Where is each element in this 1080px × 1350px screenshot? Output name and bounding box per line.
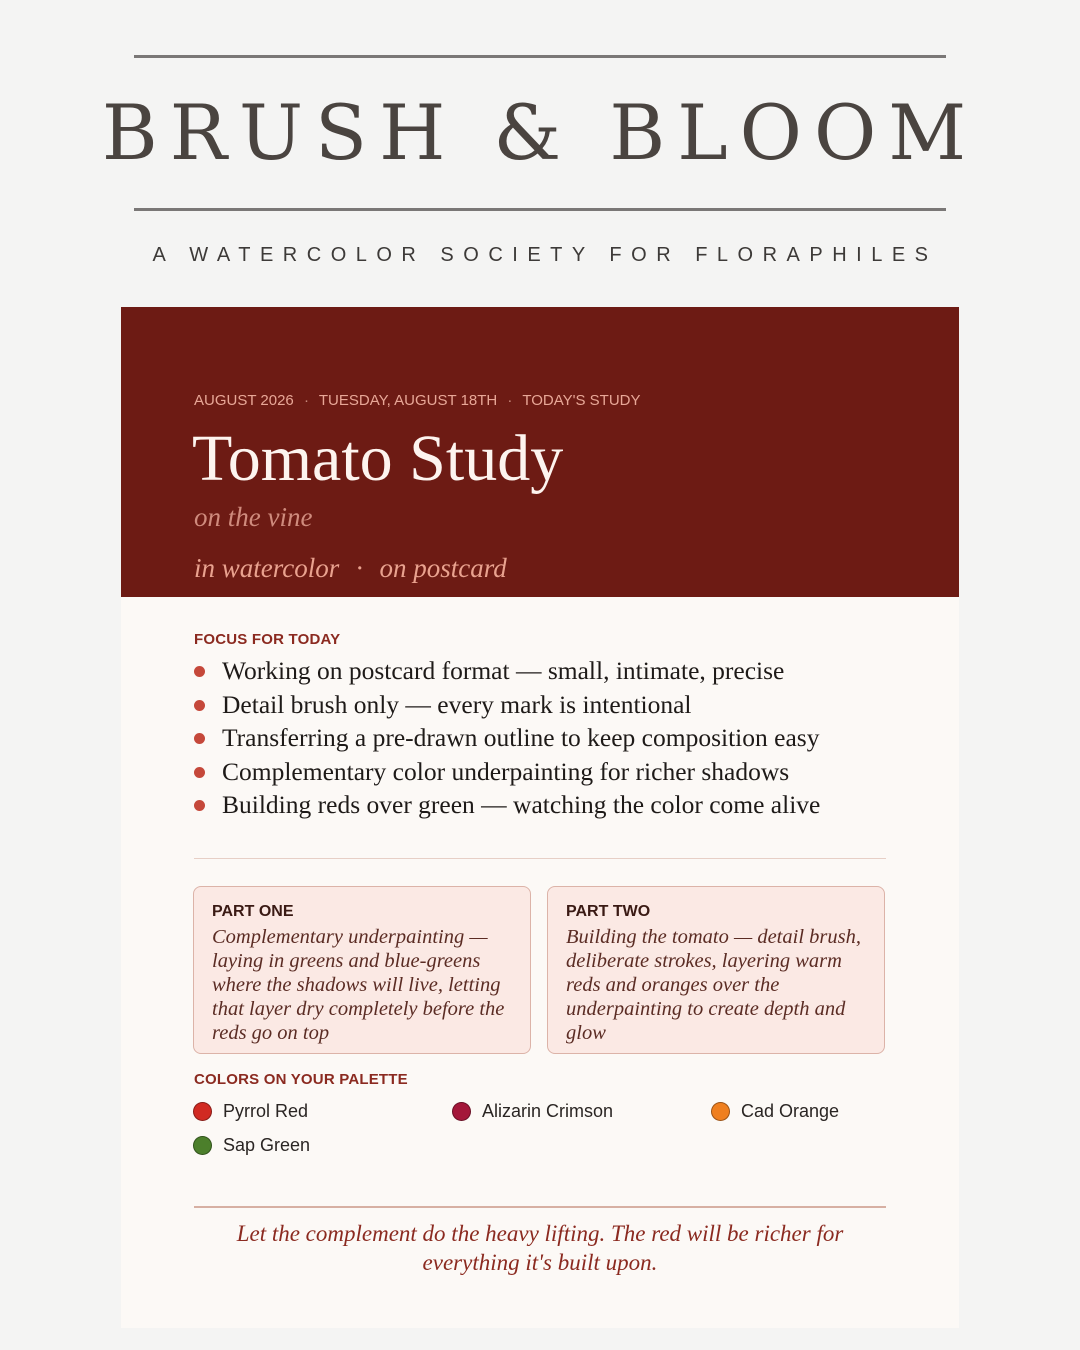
palette-color-cad-orange	[711, 1101, 839, 1122]
palette-color-pyrrol-red	[193, 1101, 308, 1122]
surface-text: on postcard	[379, 553, 507, 583]
bullet-icon	[194, 666, 205, 677]
list-item-text: Detail brush only — every mark is intentional	[222, 689, 692, 719]
color-name: Cad Orange	[741, 1101, 840, 1121]
list-item	[194, 688, 820, 722]
bullet-icon	[194, 700, 205, 711]
study-subtitle: on the vine	[194, 502, 313, 532]
meta-label: TODAY'S STUDY	[522, 392, 641, 409]
list-item-text: Building reds over green — watching the color come alive	[222, 790, 821, 820]
header-top-rule	[134, 55, 946, 58]
color-name: Sap Green	[223, 1135, 311, 1155]
meta-month: AUGUST 2026	[194, 392, 294, 409]
medium-separator: ·	[356, 553, 363, 583]
meta-separator: ·	[507, 392, 513, 409]
color-name: Alizarin Crimson	[482, 1101, 614, 1121]
color-swatch-icon	[193, 1136, 212, 1155]
hero-banner	[121, 307, 959, 597]
focus-heading: FOCUS FOR TODAY	[194, 631, 341, 648]
hero-meta	[194, 392, 641, 409]
palette-heading: COLORS ON YOUR PALETTE	[194, 1071, 408, 1088]
part-one-text: Complementary underpainting — laying in greens and blue-greens where the shadows will live, letting that layer dry completely before the reds go on top	[212, 926, 505, 1044]
list-item-text: Complementary color underpainting for richer shadows	[222, 756, 790, 786]
part-two-label: PART TWO	[566, 903, 651, 920]
closing-quote: Let the complement do the heavy lifting. The red will be richer for everything it's built upon.	[236, 1221, 844, 1275]
list-item	[194, 654, 820, 688]
bullet-icon	[194, 733, 205, 744]
color-swatch-icon	[193, 1102, 212, 1121]
list-item	[194, 721, 820, 755]
palette-color-sap-green	[193, 1135, 310, 1156]
list-item	[194, 788, 820, 822]
study-card	[121, 307, 959, 1328]
focus-list	[194, 654, 820, 822]
meta-separator: ·	[303, 392, 309, 409]
brand-title: BRUSH & BLOOM	[101, 88, 979, 177]
study-medium	[194, 553, 507, 584]
meta-date: TUESDAY, AUGUST 18TH	[318, 392, 498, 409]
section-divider	[194, 858, 886, 859]
bullet-icon	[194, 800, 205, 811]
tagline: A WATERCOLOR SOCIETY FOR FLORAPHILES	[152, 244, 938, 266]
palette-color-alizarin-crimson	[452, 1101, 613, 1122]
list-item-text: Transferring a pre-drawn outline to keep composition easy	[222, 723, 820, 753]
color-name: Pyrrol Red	[223, 1101, 309, 1121]
color-swatch-icon	[711, 1102, 730, 1121]
quote-divider	[194, 1206, 886, 1208]
part-two-card	[547, 886, 885, 1054]
part-one-card	[193, 886, 531, 1054]
list-item	[194, 755, 820, 789]
study-title: Tomato Study	[192, 422, 564, 495]
list-item-text: Working on postcard format — small, intimate, precise	[222, 656, 785, 685]
header-bottom-rule	[134, 208, 946, 211]
medium-text: in watercolor	[194, 553, 340, 583]
color-swatch-icon	[452, 1102, 471, 1121]
bullet-icon	[194, 767, 205, 778]
part-two-text: Building the tomato — detail brush, deliberate strokes, layering warm reds and oranges over the underpainting to create depth and glow	[566, 926, 861, 1044]
part-one-label: PART ONE	[212, 903, 294, 920]
